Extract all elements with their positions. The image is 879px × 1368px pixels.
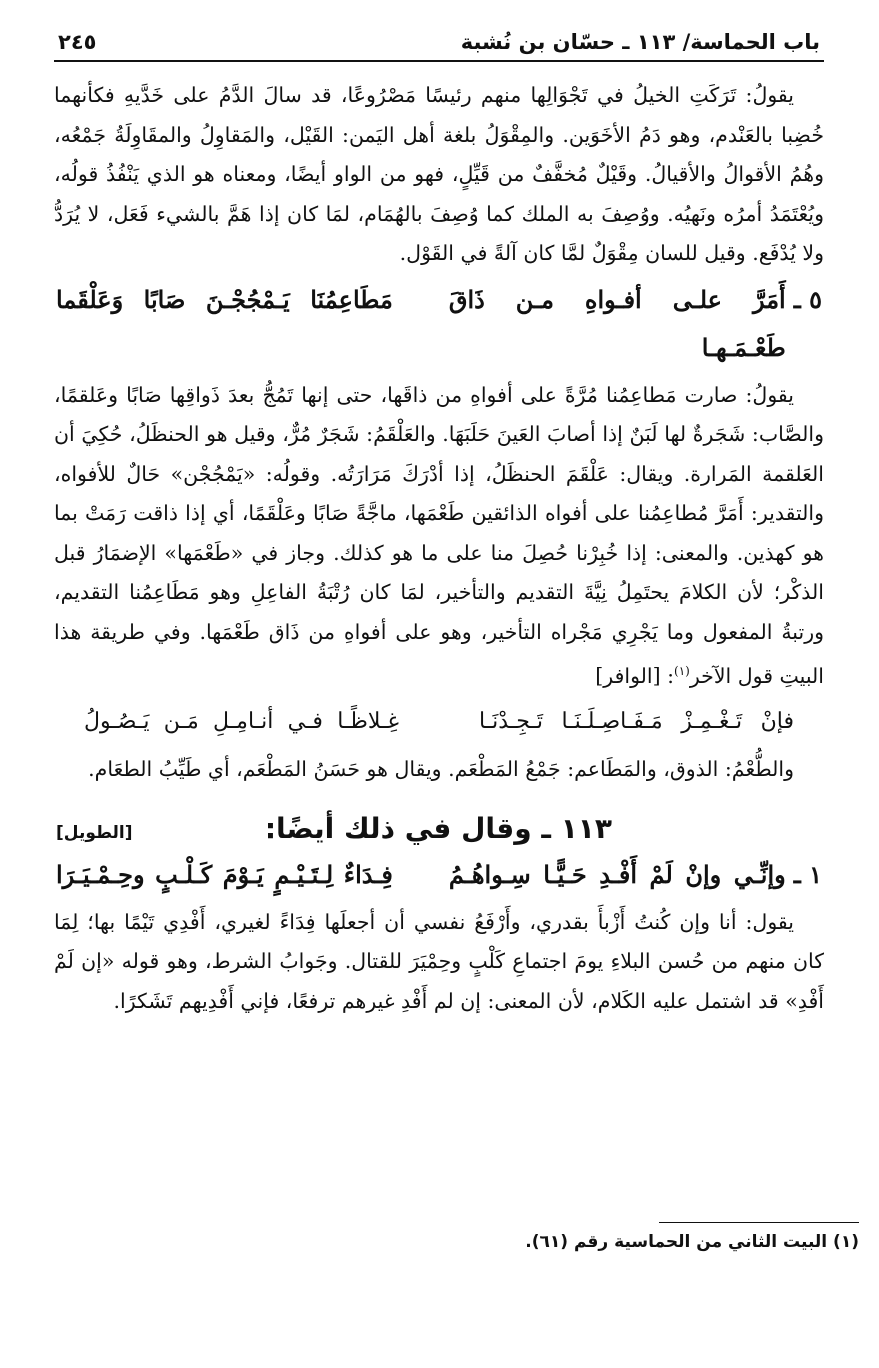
- quoted-verse: [54, 698, 824, 746]
- verse-5: [54, 276, 824, 372]
- verse-1: [54, 851, 824, 899]
- footnote: (١) البيت الثاني من الحماسية رقم (٦١).: [525, 1232, 859, 1252]
- commentary-paragraph-2: [54, 376, 824, 697]
- footnote-divider: [659, 1222, 859, 1223]
- verse-second-hemistich: فِـدَاءٌ لِـتَـيْـمٍ يَـوْمَ كَـلْـبٍ وحِـمْـيَـرَا: [56, 859, 393, 889]
- verse-second-hemistich: مَطَاعِمُنَا يَـمْجُجْـنَ صَابًا وَعَلْقَما: [56, 284, 393, 314]
- page-header: [54, 30, 824, 62]
- quoted-first-hemistich: فإنْ تَـغْـمِـزْ مَـفَـاصِـلَـنَـا تَـجِـدْنَـا: [479, 709, 794, 735]
- section-heading: [54, 812, 824, 845]
- verse-number: ٥ ـ: [793, 284, 822, 314]
- meter-label: : [الوافر]: [595, 663, 675, 688]
- verse-first-hemistich: وإنِّـي وإنْ لَمْ أَفْـدِ حَـيًّـا سِـواهُـمُ: [448, 859, 786, 889]
- book-page: [54, 30, 824, 1021]
- quoted-second-hemistich: غِـلاظًـا فـي أنـامِـلِ مَـن يَـصُـولُ: [84, 709, 399, 735]
- commentary-paragraph-4: يقول: أنا وإن كُنتُ أَزْبأَ بقدري، وأَرْفَعُ نفسي أن أجعلَها فِدَاءً لغيري، أَفْدِي تَيْمًا بها؛ لِمَا كان منهم من حُسن البلاءِ يومَ اجتماعِ كَلْبٍ وحِمْيَرَ للقتال. وجَوابُ الشرط، وهو قوله «إن لَمْ أَفْدِ» قد اشتمل عليه الكَلام، لأن المعنى: إن لم أَفْدِ غيرهم ترفعًا، فإني أَفْدِيهم تَشَكرًا.: [54, 909, 824, 1013]
- footnote-marker: (١): [674, 664, 690, 678]
- verse-number: ١ ـ: [793, 859, 822, 889]
- running-title: باب الحماسة/ ١١٣ ـ حسّان بن نُشبة: [460, 30, 820, 54]
- page-number: ٢٤٥: [58, 30, 97, 54]
- commentary-paragraph-1: يقولُ: تَرَكَتِ الخيلُ في تَجْوَالِها منهم رئيسًا مَصْرُوعًا، قد سالَ الدَّمُ على خَدَّيهِ فكأنهما خُضِبا بالعَنْدم، وهو دَمُ الأخَوَين. والمِقْوَلُ بلغة أهل اليَمن: القَيْل، والمَقاوِلُ والمقَاوِلَةُ جَمْعُه، وهُمُ الأقوالُ والأقيالُ. وقَيْلٌ مُخفَّفٌ من قَيِّلٍ، فهو من الواو أيضًا، ومعناه هو الذي يَنْفُذُ قولُه، ويُعْتَمَدُ أمرُه ونَهيُه. ووُصِفَ به الملك كما وُصِفَ بالهُمَام، لمَا كان إذا هَمَّ بالشيء فَعَل، لا يُرَدُّ ولا يُدْفَع. وقيل للسان مِقْوَلٌ لمَّا كان آلةً في القَوْل.: [54, 83, 824, 265]
- commentary-paragraph-3: والطُّعْمُ: الذوق، والمَطَاعم: جَمْعُ المَطْعَم. ويقال هو حَسَنُ المَطْعَم، أي طَيِّبُ الطعَام.: [88, 757, 794, 782]
- paragraph-text: يقولُ: صارت مَطاعِمُنا مُرَّةً على أفواهِ من ذاقَها، حتى إنها تَمُجُّ بعدَ ذَواقِها صَابًا وعَلقمًا، والصَّاب: شَجَرةٌ لها لَبَنٌ إذا أصابَ العَينَ حَلَبَهَا. والعَلْقَمُ: شَجَرٌ مُرٌّ، وقيل هو الحنظَلُ، حُكِيَ أن العَلقمة المَرارة. ويقال: عَلْقَمَ الحنظَلُ، إذا أدْرَكَ مَرَارَتُه. وقولُه: «يَمْجُجْن» حَالٌ للأفواه، والتقدير: أَمَرَّ مُطاعِمُنا على أفواه الذائقين طَعْمَها، ماجَّةً صَابًا وعَلْقَمًا، أي إذا ذاقت رَمَتْ بما هو كهذين. والمعنى: إذا خُبِرْنا حُصِلَ منا على ما هو كذلك. وجاز في «طَعْمَها» الإضمَارُ قبل الذكْر؛ لأن الكلامَ يحتَمِلُ نِيَّةَ التقديم والتأخير، لمَا كان رُتْبَةُ الفاعِلِ وهو مَطَاعِمُنا التقديم، ورتبةُ المفعول وما يَجْرِي مَجْراه التأخير، وهو على أفواهِ من ذَاق طَعْمَها. وفي طريقة هذا البيتِ قول الآخر: [54, 382, 824, 688]
- section-meter: [الطويل]: [56, 822, 133, 843]
- section-title: ١١٣ ـ وقال في ذلك أيضًا:: [264, 811, 612, 845]
- verse-first-hemistich: أَمَرَّ علـى أفـواهِ مـن ذَاقَ طَعْـمَـهـا: [448, 284, 786, 362]
